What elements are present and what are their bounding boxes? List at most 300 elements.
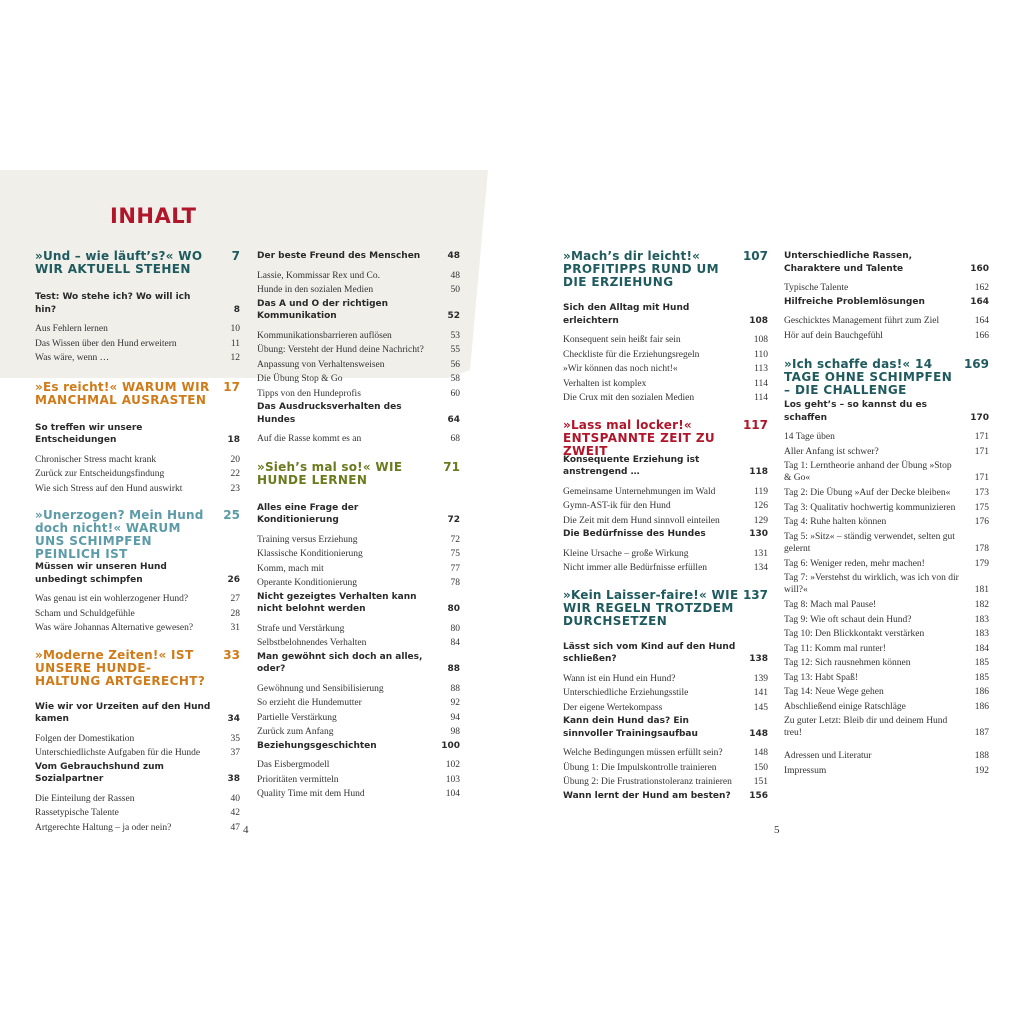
toc-entry [784, 459, 989, 486]
toc-entry-title: Operante Konditionierung [257, 578, 357, 588]
toc-entry-title: Tag 6: Weniger reden, mehr machen! [784, 558, 925, 569]
toc-entry-page: 26 [227, 574, 240, 585]
toc-entry [35, 621, 240, 636]
toc-entry-page: 176 [974, 517, 989, 527]
toc-entry [784, 671, 989, 686]
toc-entry [784, 714, 989, 741]
toc-entry-title: Die Übung Stop & Go [257, 374, 343, 384]
toc-entry-title: Tag 8: Mach mal Pause! [784, 600, 877, 610]
toc-entry-title: Scham und Schuldgefühle [35, 608, 135, 619]
toc-entry-title: Wie sich Stress auf den Hund auswirkt [35, 483, 183, 494]
toc-entry-title: Lassie, Kommissar Rex und Co. [257, 270, 380, 281]
toc-entry-page: 35 [230, 733, 240, 744]
toc-entry-title: Welche Bedingungen müssen erfüllt sein? [563, 748, 723, 758]
toc-subheading [563, 454, 768, 479]
toc-entry-title: Konsequent sein heißt fair sein [563, 335, 681, 345]
chapter-page-number: 71 [443, 459, 460, 474]
toc-entry-title: Das Eisbergmodell [257, 760, 330, 770]
toc-entry-title: Zurück zur Entscheidungsfindung [35, 469, 165, 479]
toc-entry-title: Vom Gebrauchshund zum Sozialpartner [35, 761, 164, 784]
chapter-kicker: »Unerzogen? Mein Hund doch nicht!« [35, 508, 204, 535]
toc-entry-page: 178 [974, 543, 989, 554]
toc-entry [784, 530, 989, 557]
toc-entry-page: 48 [450, 270, 460, 281]
chapter-kicker: »Es reicht!« [35, 379, 118, 394]
chapter-kicker: »Mach’s dir leicht!« [563, 249, 701, 263]
toc-entry-title: Die Zeit mit dem Hund sinnvoll einteilen [563, 515, 720, 526]
toc-subheading [784, 296, 989, 309]
toc-entry-title: Partielle Verstärkung [257, 712, 337, 723]
toc-entry-page: 100 [441, 740, 460, 751]
toc-entry [35, 453, 240, 468]
toc-subheading [257, 502, 460, 527]
toc-entry-page: 108 [749, 315, 768, 326]
toc-entry-page: 164 [970, 296, 989, 307]
toc-subheading [563, 641, 768, 666]
chapter-title-text: 14 TAGE OHNE SCHIMPFEN – DIE CHALLENGE [784, 357, 953, 397]
toc-entry-title: Das Wissen über den Hund erweitern [35, 338, 177, 349]
toc-subheading [35, 422, 240, 447]
toc-entry-page: 141 [753, 688, 768, 698]
toc-entry-page: 114 [754, 378, 768, 389]
toc-column-left-2 [257, 250, 460, 802]
toc-entry-page: 183 [974, 614, 989, 625]
toc-entry-page: 119 [754, 486, 768, 497]
toc-entry [563, 485, 768, 500]
toc-subheading [257, 250, 460, 263]
toc-entry-title: Tag 7: »Verstehst du wirklich, was ich von dir will?« [784, 573, 959, 595]
toc-entry-page: 40 [230, 793, 240, 804]
toc-entry [257, 636, 460, 651]
toc-subheading [563, 302, 768, 327]
toc-entry [784, 627, 989, 642]
toc-entry-page: 103 [445, 774, 460, 785]
toc-entry-page: 160 [970, 263, 989, 274]
toc-entry-title: Zurück zum Anfang [257, 727, 334, 737]
toc-entry-page: 185 [974, 672, 989, 683]
toc-entry-title: Anpassung von Verhaltensweisen [257, 359, 385, 370]
toc-entry [35, 746, 240, 761]
toc-entry-page: 75 [450, 549, 460, 559]
toc-entry-title: Der beste Freund des Menschen [257, 251, 421, 261]
toc-entry-title: 14 Tage üben [784, 432, 835, 442]
chapter-kicker: »Sieh’s mal so!« [257, 459, 371, 474]
toc-entry [35, 792, 240, 807]
toc-entry-title: Checkliste für die Erziehungsregeln [563, 349, 700, 360]
toc-entry [35, 482, 240, 497]
toc-entry [784, 656, 989, 671]
toc-entry-title: Quality Time mit dem Hund [257, 789, 365, 799]
toc-entry-page: 27 [230, 594, 240, 604]
toc-subheading [257, 401, 460, 426]
toc-entry-page: 188 [974, 751, 989, 761]
toc-entry-title: Geschicktes Management führt zum Ziel [784, 316, 940, 326]
toc-entry [784, 329, 989, 344]
toc-entry-page: 150 [753, 762, 768, 773]
toc-entry-title: Tag 13: Habt Spaß! [784, 672, 859, 683]
toc-entry-page: 181 [974, 585, 989, 595]
toc-entry [257, 269, 460, 284]
toc-entry-page: 80 [447, 604, 460, 614]
toc-entry-title: Übung: Versteht der Hund deine Nachricht? [257, 345, 424, 355]
chapter-title-text: WO WIR AKTUELL STEHEN [35, 249, 203, 276]
toc-entry [784, 764, 989, 779]
toc-entry-page: 42 [230, 808, 240, 818]
toc-entry-title: Klassische Konditionierung [257, 549, 363, 559]
toc-entry-page: 171 [974, 432, 989, 442]
toc-entry-page: 84 [450, 638, 460, 648]
toc-chapter [35, 250, 240, 366]
toc-entry [35, 732, 240, 747]
toc-entry-title: Hilfreiche Problemlösungen [784, 296, 925, 307]
toc-entry-title: Der eigene Wertekompass [563, 702, 663, 713]
toc-entry-title: Tag 14: Neue Wege gehen [784, 687, 884, 697]
toc-entry-title: Was wäre Johannas Alternative gewesen? [35, 623, 194, 633]
toc-entry [563, 348, 768, 363]
toc-spacer [784, 741, 989, 749]
toc-entry-title: Typische Talente [784, 283, 849, 293]
toc-entry-title: Beziehungsgeschichten [257, 740, 377, 751]
toc-entry-page: 47 [230, 822, 240, 833]
chapter-page-number: 169 [963, 357, 989, 371]
toc-entry-title: Alles eine Frage der Konditionierung [257, 502, 359, 525]
toc-entry-page: 104 [445, 789, 460, 799]
chapter-page-number: 7 [231, 249, 240, 263]
toc-entry-page: 186 [974, 687, 989, 697]
toc-entry-page: 151 [753, 777, 768, 787]
toc-entry [784, 486, 989, 501]
toc-subheading [35, 761, 240, 786]
toc-entry [563, 761, 768, 776]
toc-subheading [35, 701, 240, 726]
toc-entry-title: Tag 4: Ruhe halten können [784, 517, 887, 527]
toc-entry-title: Kommunikationsbarrieren auflösen [257, 330, 392, 341]
toc-entry-page: 12 [230, 353, 240, 363]
toc-entry-title: So erzieht die Hundemutter [257, 698, 362, 708]
toc-entry [563, 775, 768, 790]
toc-entry [257, 432, 460, 447]
toc-entry [784, 501, 989, 516]
toc-entry-page: 139 [753, 673, 768, 684]
toc-entry [257, 696, 460, 711]
toc-entry-title: Prioritäten vermitteln [257, 774, 339, 785]
toc-subheading [35, 561, 240, 586]
toc-entry-title: Gemeinsame Unternehmungen im Wald [563, 486, 716, 497]
toc-entry-page: 77 [450, 563, 460, 574]
toc-entry-title: Training versus Erziehung [257, 534, 358, 545]
chapter-title-text: ENTSPANNTE ZEIT ZU ZWEIT [563, 430, 716, 458]
toc-entry-title: So treffen wir unsere Entscheidungen [35, 422, 143, 445]
toc-chapter [563, 419, 768, 576]
toc-entry [35, 607, 240, 622]
toc-entry-title: Was genau ist ein wohlerzogener Hund? [35, 594, 189, 604]
toc-entry-title: Man gewöhnt sich doch an alles, oder? [257, 651, 423, 674]
toc-entry [257, 622, 460, 637]
toc-entry [563, 499, 768, 514]
toc-entry-page: 34 [227, 714, 240, 724]
toc-entry-page: 156 [749, 790, 768, 801]
toc-entry-title: Tag 5: »Sitz« – ständig verwendet, selten gut gelernt [784, 531, 955, 554]
toc-entry [257, 533, 460, 548]
chapter-title [257, 461, 460, 502]
toc-subheading [257, 591, 460, 616]
toc-entry-title: Abschließend einige Ratschläge [784, 701, 906, 712]
toc-entry-page: 171 [974, 473, 989, 483]
toc-entry-title: Die Bedürfnisse des Hundes [563, 529, 706, 539]
toc-entry-title: Tag 3: Qualitativ hochwertig kommunizieren [784, 502, 956, 513]
chapter-page-number: 33 [223, 647, 240, 662]
toc-entry [784, 515, 989, 530]
toc-entry-title: Müssen wir unseren Hund unbedingt schimpfen [35, 562, 167, 585]
toc-entry-title: Konsequente Erziehung ist anstrengend … [563, 454, 700, 477]
toc-entry-page: 148 [749, 728, 768, 739]
chapter-title-text: WARUM UNS SCHIMPFEN PEINLICH IST [35, 521, 181, 561]
toc-subheading [35, 291, 240, 316]
toc-entry-page: 80 [450, 623, 460, 634]
toc-entry [563, 377, 768, 392]
chapter-kicker: »Und – wie läuft’s?« [35, 249, 174, 263]
toc-entry-title: Rassetypische Talente [35, 808, 119, 818]
toc-entry-page: 129 [753, 515, 768, 526]
toc-entry-title: Tag 10: Den Blickkontakt verstärken [784, 629, 925, 639]
toc-chapter [784, 358, 989, 778]
chapter-title [784, 358, 989, 399]
toc-entry-page: 108 [753, 335, 768, 345]
toc-entry-page: 31 [230, 623, 240, 633]
page-heading: INHALT [110, 204, 197, 228]
chapter-title [563, 250, 768, 302]
toc-entry-title: Selbstbelohnendes Verhalten [257, 638, 367, 648]
toc-entry-page: 38 [227, 774, 240, 784]
toc-entry-page: 166 [974, 330, 989, 341]
chapter-title [563, 417, 768, 458]
toc-entry-page: 10 [230, 324, 240, 334]
toc-entry [257, 787, 460, 802]
toc-entry [784, 571, 989, 598]
toc-entry-title: Aller Anfang ist schwer? [784, 446, 879, 457]
toc-chapter [563, 589, 768, 803]
toc-entry-page: 37 [230, 748, 240, 758]
toc-entry-title: Impressum [784, 765, 827, 776]
toc-column-left-1 [35, 250, 240, 835]
toc-entry-title: Gewöhnung und Sensibilisierung [257, 683, 384, 694]
toc-entry-title: »Wir können das noch nicht!« [563, 364, 678, 374]
toc-entry-page: 23 [230, 483, 240, 494]
toc-entry [257, 387, 460, 402]
toc-chapter [35, 509, 240, 636]
toc-entry-title: Tag 1: Lerntheorie anhand der Übung »Stop & Go« [784, 461, 952, 483]
toc-entry [784, 557, 989, 572]
toc-subheading [784, 250, 989, 275]
toc-entry-page: 53 [450, 330, 460, 341]
chapter-page-number: 107 [742, 249, 768, 263]
toc-entry-title: Folgen der Domestikation [35, 733, 135, 744]
toc-entry-page: 170 [970, 412, 989, 423]
toc-entry-title: Übung 2: Die Frustrationstoleranz trainieren [563, 777, 732, 787]
chapter-kicker: »Ich schaffe das!« [784, 357, 911, 371]
toc-entry-page: 192 [974, 765, 989, 776]
chapter-page-number: 137 [742, 587, 768, 602]
chapter-kicker: »Lass mal locker!« [563, 417, 692, 432]
chapter-title [563, 589, 768, 641]
toc-entry [35, 322, 240, 337]
toc-entry-title: Nicht gezeigtes Verhalten kann nicht belohnt werden [257, 591, 417, 614]
toc-entry-page: 22 [230, 469, 240, 479]
toc-entry [257, 372, 460, 387]
toc-entry-title: Kleine Ursache – große Wirkung [563, 548, 689, 559]
toc-entry-title: Gymn-AST-ik für den Hund [563, 501, 671, 511]
toc-entry [35, 467, 240, 482]
toc-entry-page: 28 [230, 608, 240, 619]
toc-entry [257, 562, 460, 577]
toc-entry [257, 725, 460, 740]
toc-entry-title: Unterschiedlichste Aufgaben für die Hunde [35, 748, 201, 758]
toc-entry [35, 592, 240, 607]
toc-entry [35, 821, 240, 836]
toc-entry [257, 711, 460, 726]
toc-entry-page: 8 [233, 304, 240, 315]
toc-entry-page: 72 [447, 515, 460, 525]
toc-entry [563, 362, 768, 377]
toc-entry-title: Hör auf dein Bauchgefühl [784, 330, 883, 341]
toc-subheading [563, 715, 768, 740]
toc-entry-title: Tag 2: Die Übung »Auf der Decke bleiben« [784, 488, 951, 498]
toc-entry [257, 758, 460, 773]
toc-entry-page: 130 [749, 529, 768, 539]
toc-entry-title: Artgerechte Haltung – ja oder nein? [35, 822, 172, 833]
toc-column-right-2 [784, 250, 989, 778]
toc-chapter [257, 250, 460, 447]
toc-entry-page: 113 [754, 364, 768, 374]
toc-entry-page: 68 [450, 434, 460, 444]
toc-entry-page: 11 [230, 338, 240, 349]
toc-entry-title: Das Ausdrucksverhalten des Hundes [257, 402, 402, 425]
toc-entry-page: 187 [974, 728, 989, 738]
toc-entry-title: Tag 12: Sich rausnehmen können [784, 658, 911, 668]
toc-entry [257, 576, 460, 591]
chapter-title [35, 509, 240, 561]
toc-entry-page: 134 [753, 563, 768, 573]
chapter-kicker: »Moderne Zeiten!« [35, 647, 167, 662]
toc-entry [563, 701, 768, 716]
toc-entry [784, 445, 989, 460]
toc-entry-page: 98 [450, 727, 460, 737]
toc-entry-title: Wann lernt der Hund am besten? [563, 790, 731, 801]
toc-entry-page: 162 [974, 283, 989, 293]
toc-entry [563, 672, 768, 687]
toc-entry-title: Wie wir vor Urzeiten auf den Hund kamen [35, 701, 211, 724]
toc-entry [257, 329, 460, 344]
toc-entry-page: 138 [749, 654, 768, 664]
toc-entry-page: 118 [749, 467, 768, 477]
toc-entry [257, 773, 460, 788]
toc-subheading [257, 651, 460, 676]
toc-entry-page: 145 [753, 702, 768, 713]
chapter-page-number: 117 [742, 417, 768, 432]
toc-entry [784, 642, 989, 657]
toc-entry-title: Übung 1: Die Impulskontrolle trainieren [563, 762, 717, 773]
chapter-title-text: IST UNSERE HUNDE-HALTUNG ARTGERECHT? [35, 647, 206, 688]
toc-entry-title: Nicht immer alle Bedürfnisse erfüllen [563, 563, 708, 573]
toc-entry [563, 746, 768, 761]
toc-entry-page: 186 [974, 701, 989, 712]
chapter-title [35, 250, 240, 291]
chapter-page-number: 17 [223, 379, 240, 394]
toc-entry-page: 173 [974, 488, 989, 498]
toc-entry-page: 88 [450, 683, 460, 694]
toc-entry-title: Test: Wo stehe ich? Wo will ich hin? [35, 292, 191, 315]
toc-chapter [35, 381, 240, 497]
page-number-left: 4 [243, 824, 249, 836]
toc-entry-title: Tag 11: Komm mal runter! [784, 643, 886, 654]
toc-entry-page: 148 [753, 748, 768, 758]
toc-entry-page: 18 [227, 435, 240, 445]
toc-entry [784, 430, 989, 445]
toc-entry-title: Lässt sich vom Kind auf den Hund schließen? [563, 641, 736, 664]
toc-entry-title: Zu guter Letzt: Bleib dir und deinem Hund treu! [784, 716, 948, 738]
toc-entry-title: Wann ist ein Hund ein Hund? [563, 673, 676, 684]
toc-entry-title: Kann dein Hund das? Ein sinnvoller Trainingsaufbau [563, 716, 698, 739]
toc-subheading [563, 528, 768, 541]
toc-entry-page: 78 [450, 578, 460, 588]
toc-entry [784, 314, 989, 329]
toc-entry-page: 20 [230, 454, 240, 465]
toc-entry-page: 94 [450, 712, 460, 723]
toc-entry-page: 60 [450, 388, 460, 399]
toc-entry-page: 64 [447, 414, 460, 425]
chapter-title-text: WIE WIR REGELN TROTZDEM DURCHSETZEN [563, 587, 739, 628]
toc-entry [563, 547, 768, 562]
toc-entry-page: 131 [753, 548, 768, 559]
chapter-page-number: 25 [223, 508, 240, 522]
toc-entry-page: 182 [974, 600, 989, 610]
toc-entry [257, 283, 460, 298]
toc-subheading [257, 740, 460, 753]
toc-entry [257, 343, 460, 358]
toc-entry-title: Sich den Alltag mit Hund erleichtern [563, 303, 690, 326]
toc-entry-title: Tipps von den Hundeprofis [257, 388, 361, 399]
toc-entry-page: 50 [450, 285, 460, 295]
toc-entry-page: 185 [974, 658, 989, 668]
toc-entry [784, 700, 989, 715]
toc-entry [784, 749, 989, 764]
toc-entry-title: Strafe und Verstärkung [257, 623, 345, 634]
toc-entry-title: Tag 9: Wie oft schaut dein Hund? [784, 614, 912, 625]
toc-chapter [563, 250, 768, 406]
toc-entry-page: 126 [753, 501, 768, 511]
page-number-right: 5 [774, 824, 780, 836]
toc-entry-title: Komm, mach mit [257, 563, 324, 574]
chapter-title-text: WIE HUNDE LERNEN [257, 459, 403, 487]
toc-entry-page: 183 [974, 629, 989, 639]
toc-entry-page: 179 [974, 558, 989, 569]
chapter-kicker: »Kein Laisser-faire!« [563, 587, 707, 602]
toc-entry-title: Los geht’s – so kannst du es schaffen [784, 400, 927, 423]
toc-entry-title: Auf die Rasse kommt es an [257, 434, 362, 444]
toc-column-right-1 [563, 250, 768, 808]
toc-entry-page: 48 [447, 251, 460, 261]
toc-entry-page: 110 [754, 349, 768, 360]
toc-entry-title: Unterschiedliche Rassen, Charaktere und Talente [784, 251, 913, 274]
toc-entry [35, 806, 240, 821]
chapter-title [35, 649, 240, 701]
toc-entry-page: 56 [450, 359, 460, 370]
toc-entry-title: Was wäre, wenn … [35, 353, 110, 363]
toc-entry-title: Aus Fehlern lernen [35, 324, 108, 334]
toc-subheading [563, 790, 768, 803]
toc-entry-title: Die Einteilung der Rassen [35, 793, 135, 804]
toc-entry [784, 685, 989, 700]
